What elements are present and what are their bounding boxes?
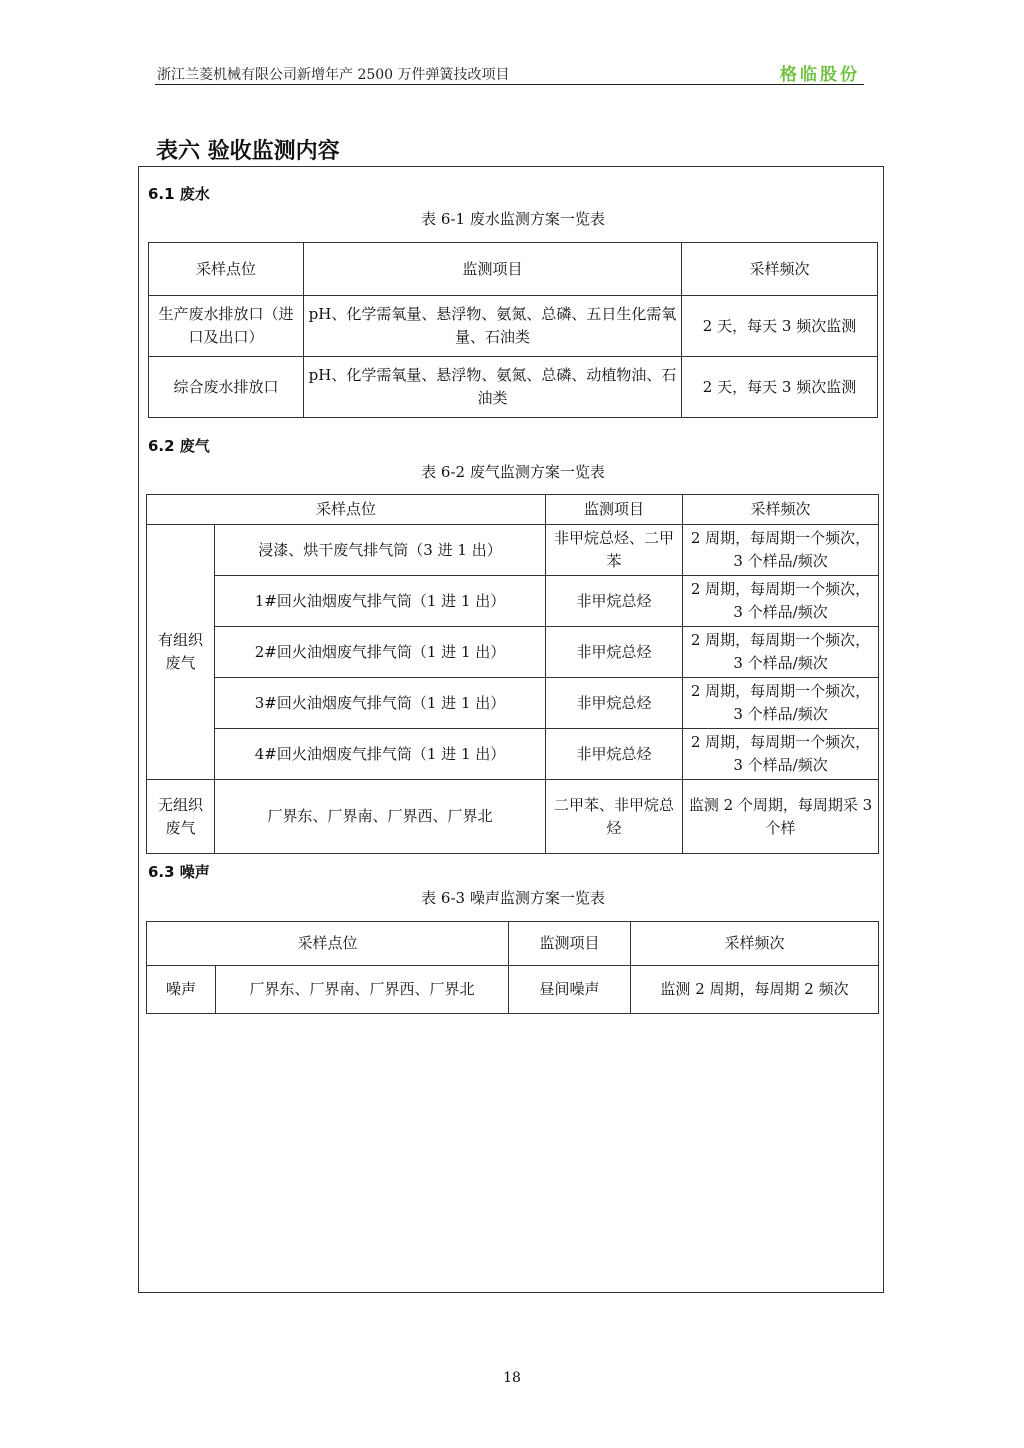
- freq-cell: 监测 2 个周期，每周期采 3 个样: [683, 780, 879, 854]
- exhaust-table: [146, 494, 879, 854]
- header-cell: 采样点位: [149, 243, 304, 296]
- table-row: [147, 966, 879, 1014]
- freq-cell: 监测 2 周期，每周期 2 频次: [631, 966, 879, 1014]
- unorganized-label: 无组织废气: [147, 780, 215, 854]
- page-number: 18: [503, 1370, 521, 1386]
- items-cell: 二甲苯、非甲烷总烃: [546, 780, 683, 854]
- table-row: [149, 296, 878, 357]
- point-cell: 综合废水排放口: [149, 357, 304, 418]
- items-cell: pH、化学需氧量、悬浮物、氨氮、总磷、五日生化需氧量、石油类: [304, 296, 682, 357]
- page-header: [155, 58, 864, 85]
- freq-cell: 2 天，每天 3 频次监测: [682, 296, 878, 357]
- point-cell: 厂界东、厂界南、厂界西、厂界北: [216, 966, 509, 1014]
- header-cell: 采样频次: [682, 243, 878, 296]
- table-header-row: [147, 922, 879, 966]
- items-cell: 非甲烷总烃: [546, 627, 683, 678]
- type-cell: 噪声: [147, 966, 216, 1014]
- wastewater-table: [148, 242, 878, 418]
- header-cell: 监测项目: [546, 495, 683, 525]
- section-title: 表六 验收监测内容: [156, 139, 340, 164]
- header-title: 浙江兰菱机械有限公司新增年产 2500 万件弹簧技改项目: [157, 67, 510, 83]
- freq-cell: 2 周期，每周期一个频次，3 个样品/频次: [683, 576, 879, 627]
- company-logo: 格临股份: [780, 65, 860, 85]
- table-row: [147, 729, 879, 780]
- point-cell: 生产废水排放口（进口及出口）: [149, 296, 304, 357]
- exhaust-heading: 6.2 废气: [148, 437, 210, 455]
- items-cell: 昼间噪声: [509, 966, 631, 1014]
- point-cell: 1#回火油烟废气排气筒（1 进 1 出）: [215, 576, 546, 627]
- table-row: [147, 780, 879, 854]
- header-cell: 采样点位: [147, 922, 509, 966]
- point-cell: 浸漆、烘干废气排气筒（3 进 1 出）: [215, 525, 546, 576]
- point-cell: 4#回火油烟废气排气筒（1 进 1 出）: [215, 729, 546, 780]
- freq-cell: 2 周期，每周期一个频次，3 个样品/频次: [683, 678, 879, 729]
- header-cell: 采样频次: [631, 922, 879, 966]
- items-cell: pH、化学需氧量、悬浮物、氨氮、总磷、动植物油、石油类: [304, 357, 682, 418]
- noise-caption: 表 6-3 噪声监测方案一览表: [421, 889, 605, 907]
- point-cell: 3#回火油烟废气排气筒（1 进 1 出）: [215, 678, 546, 729]
- freq-cell: 2 周期，每周期一个频次，3 个样品/频次: [683, 729, 879, 780]
- wastewater-heading: 6.1 废水: [148, 185, 210, 203]
- table-row: [147, 525, 879, 576]
- table-row: [147, 627, 879, 678]
- freq-cell: 2 周期，每周期一个频次，3 个样品/频次: [683, 627, 879, 678]
- table-header-row: [147, 495, 879, 525]
- items-cell: 非甲烷总烃: [546, 678, 683, 729]
- header-cell: 监测项目: [304, 243, 682, 296]
- point-cell: 厂界东、厂界南、厂界西、厂界北: [215, 780, 546, 854]
- header-cell: 采样点位: [147, 495, 546, 525]
- noise-table: [146, 921, 879, 1014]
- table-row: [149, 357, 878, 418]
- organized-label: 有组织废气: [147, 525, 215, 780]
- header-cell: 监测项目: [509, 922, 631, 966]
- exhaust-caption: 表 6-2 废气监测方案一览表: [421, 463, 605, 481]
- freq-cell: 2 天，每天 3 频次监测: [682, 357, 878, 418]
- table-row: [147, 576, 879, 627]
- freq-cell: 2 周期，每周期一个频次，3 个样品/频次: [683, 525, 879, 576]
- point-cell: 2#回火油烟废气排气筒（1 进 1 出）: [215, 627, 546, 678]
- table-header-row: [149, 243, 878, 296]
- items-cell: 非甲烷总烃、二甲苯: [546, 525, 683, 576]
- items-cell: 非甲烷总烃: [546, 576, 683, 627]
- items-cell: 非甲烷总烃: [546, 729, 683, 780]
- table-row: [147, 678, 879, 729]
- wastewater-caption: 表 6-1 废水监测方案一览表: [421, 210, 605, 228]
- header-cell: 采样频次: [683, 495, 879, 525]
- noise-heading: 6.3 噪声: [148, 863, 210, 881]
